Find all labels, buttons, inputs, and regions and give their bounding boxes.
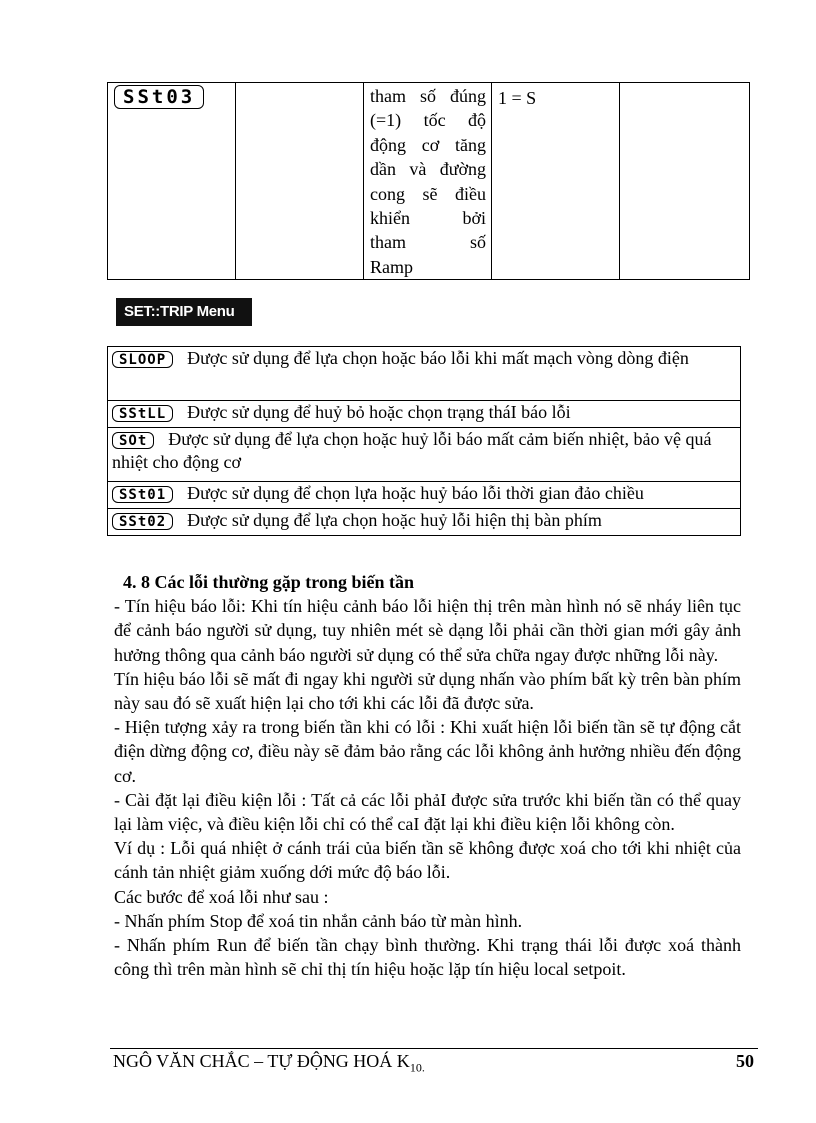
section-body <box>114 570 741 981</box>
desc-line: tham số <box>370 232 486 253</box>
desc-line: động cơ tăng <box>370 134 486 155</box>
set-trip-menu-badge: SET::TRIP Menu <box>116 298 252 326</box>
trip-row-text: Được sử dụng để chọn lựa hoặc huỷ báo lỗi thời gian đảo chiều <box>187 483 644 503</box>
empty-cell <box>236 83 364 280</box>
description-cell <box>364 83 492 280</box>
trip-menu-table <box>107 346 741 536</box>
trip-row-text: Được sử dụng để lựa chọn hoặc báo lỗi khi mất mạch vòng dòng điện <box>187 348 689 368</box>
desc-line: Ramp <box>370 256 413 277</box>
lcd-code: SLOOP <box>112 351 173 368</box>
paragraph: Tín hiệu báo lỗi sẽ mất đi ngay khi người sử dụng nhấn vào phím bất kỳ trên bàn phím này sau đó sẽ xuất hiện lại cho tới khi các lỗi đã được sửa. <box>114 668 741 714</box>
trip-row-cell <box>108 347 741 401</box>
table-row <box>108 428 741 482</box>
paragraph: - Nhấn phím Stop để xoá tin nhắn cảnh báo từ màn hình. <box>114 910 523 931</box>
paragraph: - Nhấn phím Run để biến tần chạy bình thường. Khi trạng thái lỗi được xoá thành công thì trên màn hình sẽ chỉ thị tín hiệu hoặc lặp tín hiệu local setpoit. <box>114 935 741 980</box>
trip-row-cell <box>108 401 741 428</box>
desc-line: dần và đường <box>370 159 486 180</box>
table-row <box>108 482 741 509</box>
paragraph: - Hiện tượng xảy ra trong biến tần khi có lỗi : Khi xuất hiện lỗi biến tần sẽ tự động cắt điện dừng động cơ, điều này sẽ đảm bảo rằng các lỗi không ảnh hưởng nhiều đến động cơ. <box>114 717 741 786</box>
lcd-code-ssto3: SSt03 <box>114 85 204 109</box>
page-number: 50 <box>736 1051 754 1071</box>
paragraph: - Tín hiệu báo lỗi: Khi tín hiệu cảnh báo lỗi hiện thị trên màn hình nó sẽ nháy liên tục để cảnh báo người sử dụng, tuy nhiên mét sè dạng lỗi phải cần thời gian mới gây ảnh hưởng thông qua cảnh báo người sử dụng có thể sửa chữa ngay được những lỗi này. <box>114 596 741 665</box>
table-row <box>108 509 741 536</box>
footer-author-sub: 10. <box>409 1060 425 1075</box>
table-row <box>108 347 741 401</box>
desc-line: khiển bởi <box>370 208 486 229</box>
footer-author <box>113 1051 425 1076</box>
desc-line: cong sẽ điều <box>370 183 486 204</box>
footer-author-text: NGÔ VĂN CHẮC – TỰ ĐỘNG HOÁ K <box>113 1051 410 1071</box>
trip-row-cell <box>108 428 741 482</box>
section-heading: 4. 8 Các lỗi thường gặp trong biến tần <box>123 572 414 592</box>
trip-row-text: Được sử dụng để lựa chọn hoặc huỷ lỗi hiện thị bàn phím <box>187 510 602 530</box>
trip-row-text: Được sử dụng để lựa chọn hoặc huỷ lỗi báo mất cảm biến nhiệt, bảo vệ quá nhiệt cho động cơ <box>112 429 712 472</box>
lcd-code: SOt <box>112 432 154 449</box>
trip-row-text: Được sử dụng để huỷ bỏ hoặc chọn trạng tháI báo lỗi <box>187 402 571 422</box>
lcd-code: SSt01 <box>112 486 173 503</box>
empty-cell <box>620 83 750 280</box>
desc-line: (=1) tốc độ <box>370 110 486 131</box>
paragraph: Ví dụ : Lỗi quá nhiệt ở cánh trái của biến tần sẽ không được xoá cho tới khi nhiệt của cánh tản nhiệt giảm xuống dới mức độ báo lỗi. <box>114 838 741 883</box>
top-parameter-table <box>107 82 750 280</box>
table-row <box>108 401 741 428</box>
desc-line: tham số đúng <box>370 86 486 106</box>
trip-row-cell <box>108 509 741 536</box>
lcd-code: SStLL <box>112 405 173 422</box>
trip-row-cell <box>108 482 741 509</box>
paragraph: - Cài đặt lại điều kiện lỗi : Tất cả các lỗi phảI được sửa trước khi biến tần có thể quay lại làm việc, và điều kiện lỗi chỉ có thể caI đặt lại khi điều kiện lỗi không còn. <box>114 789 741 835</box>
value-cell: 1 = S <box>492 83 620 280</box>
paragraph: Các bước để xoá lỗi như sau : <box>114 886 329 907</box>
footer-rule <box>110 1048 758 1049</box>
code-cell <box>108 83 236 280</box>
lcd-code: SSt02 <box>112 513 173 530</box>
